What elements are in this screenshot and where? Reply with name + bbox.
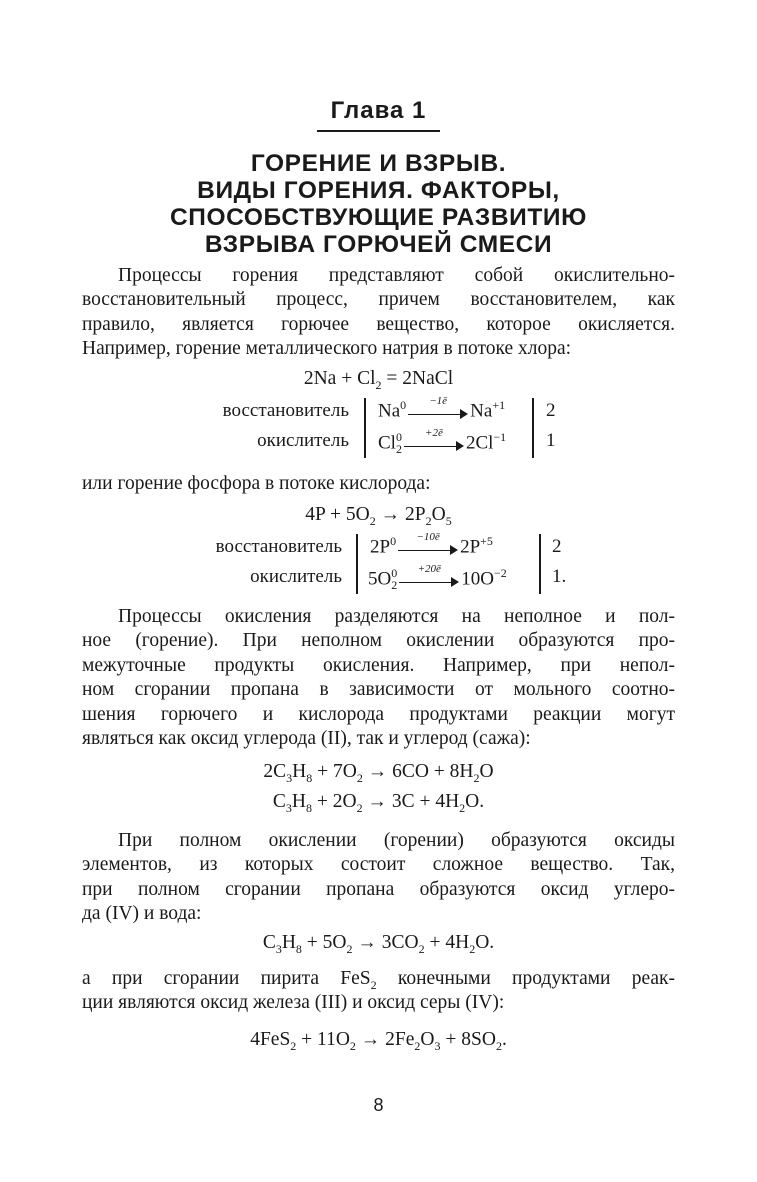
equation-pyrite-combustion: $4FeS_2 + 11O_2 \to 2Fe_2O_3 + 8SO_2$. — [250, 1029, 507, 1053]
text-line: ции являются оксид железа (III) и оксид серы (IV): — [82, 992, 505, 1014]
oxidizer-label: окислитель — [250, 566, 342, 587]
equation-phosphorus-oxygen: $4P + 5O_2 \to 2P_2O_5$ — [305, 504, 452, 528]
equation-propane-incomplete-2: $C_3H_8 + 2O_2 \to 3C + 4H_2O$. — [272, 791, 485, 815]
paragraph-2 — [82, 472, 675, 496]
title-line: ВИДЫ ГОРЕНИЯ. ФАКТОРЫ, — [197, 177, 560, 204]
oxidizer-coefficient: 1. — [552, 566, 567, 587]
text-line: ном сгорании пропана в зависимости от мольного соотно- — [82, 679, 675, 701]
paragraph-1 — [82, 264, 675, 362]
chapter-heading — [82, 97, 675, 132]
reducer-coefficient: 2 — [546, 400, 556, 421]
redox-balance-2 — [82, 530, 675, 598]
arrow-icon: −1ē — [408, 403, 468, 421]
text-line: Например, горение металлического натрия в потоке хлора: — [82, 338, 572, 360]
chapter-label: Глава 1 — [317, 97, 441, 132]
reducer-label: восстановитель — [215, 536, 342, 557]
text-line: а при сгорании пирита FeS$_2$ конечными продуктами реак- — [82, 968, 675, 992]
text-line: шения горючего и кислорода продуктами реакции могут — [82, 703, 675, 725]
text-fragment: а при сгорании пирита — [82, 968, 341, 989]
text-line: да (IV) и вода: — [82, 903, 202, 925]
equation-propane-complete: $C_3H_8 + 5O_2 \to 3CO_2 + 4H_2O$. — [262, 932, 495, 956]
arrow-icon: −10ē — [398, 539, 458, 557]
balance-divider-left — [356, 534, 358, 594]
equation-sodium-chlorine: $2Na + Cl_2$ = 2NaCl — [303, 368, 454, 392]
text-line: Процессы окисления разделяются на неполное и пол- — [118, 606, 675, 627]
text-line: или горение фосфора в потоке кислорода: — [82, 473, 431, 494]
text-line: являться как оксид углерода (II), так и углерод (сажа): — [82, 727, 531, 749]
text-line: элементов, из которых состоит сложное вещество. Так, — [82, 854, 675, 876]
title-line: ВЗРЫВА ГОРЮЧЕЙ СМЕСИ — [204, 231, 553, 258]
balance-divider-right — [532, 398, 534, 458]
oxidizer-label: окислитель — [257, 430, 349, 451]
paragraph-3 — [82, 605, 675, 751]
balance-divider-left — [364, 398, 366, 458]
text-line: восстановительный процесс, причем восстановителем, как — [82, 289, 675, 311]
reducer-coefficient: 2 — [552, 536, 562, 557]
text-line: правило, является горючее вещество, которое окисляется. — [82, 313, 675, 335]
text-line: при полном сгорании пропана образуются оксид углеро- — [82, 878, 675, 900]
reducer-half-reaction: $2P^0$ −10ē $2P^{+5}$ — [370, 530, 493, 558]
title-line: ГОРЕНИЕ И ВЗРЫВ. — [250, 150, 507, 177]
text-line: Процессы горения представляют собой окислительно- — [118, 265, 675, 286]
oxidizer-half-reaction: $5O_2^0$ +20ē $10O^{-2}$ — [368, 562, 507, 593]
paragraph-5 — [82, 967, 675, 1016]
section-title — [82, 150, 675, 258]
arrow-icon: +20ē — [399, 571, 459, 589]
title-line: СПОСОБСТВУЮЩИЕ РАЗВИТИЮ — [170, 204, 587, 231]
paragraph-4 — [82, 829, 675, 927]
balance-divider-right — [539, 534, 541, 594]
text-fragment: конечными продуктами реак- — [376, 968, 675, 989]
text-line: При полном окислении (горении) образуются оксиды — [118, 830, 675, 851]
text-line: ное (горение). При неполном окислении образуются про- — [82, 630, 675, 652]
oxidizer-half-reaction: $Cl_2^0$ +2ē $2Cl^{-1}$ — [378, 426, 507, 457]
reducer-half-reaction: Na$^0$ −1ē $Na^{+1}$ — [378, 394, 506, 422]
text-line: межуточные продукты окисления. Например, при непол- — [82, 654, 675, 676]
oxidizer-coefficient: 1 — [546, 430, 556, 451]
equation-propane-incomplete-1: $2C_3H_8 + 7O_2 \to 6CO + 8H_2O$ — [263, 761, 494, 785]
reducer-label: восстановитель — [222, 400, 349, 421]
redox-balance-1 — [82, 394, 675, 462]
page-number: 8 — [373, 1095, 384, 1115]
arrow-icon: +2ē — [404, 435, 464, 453]
